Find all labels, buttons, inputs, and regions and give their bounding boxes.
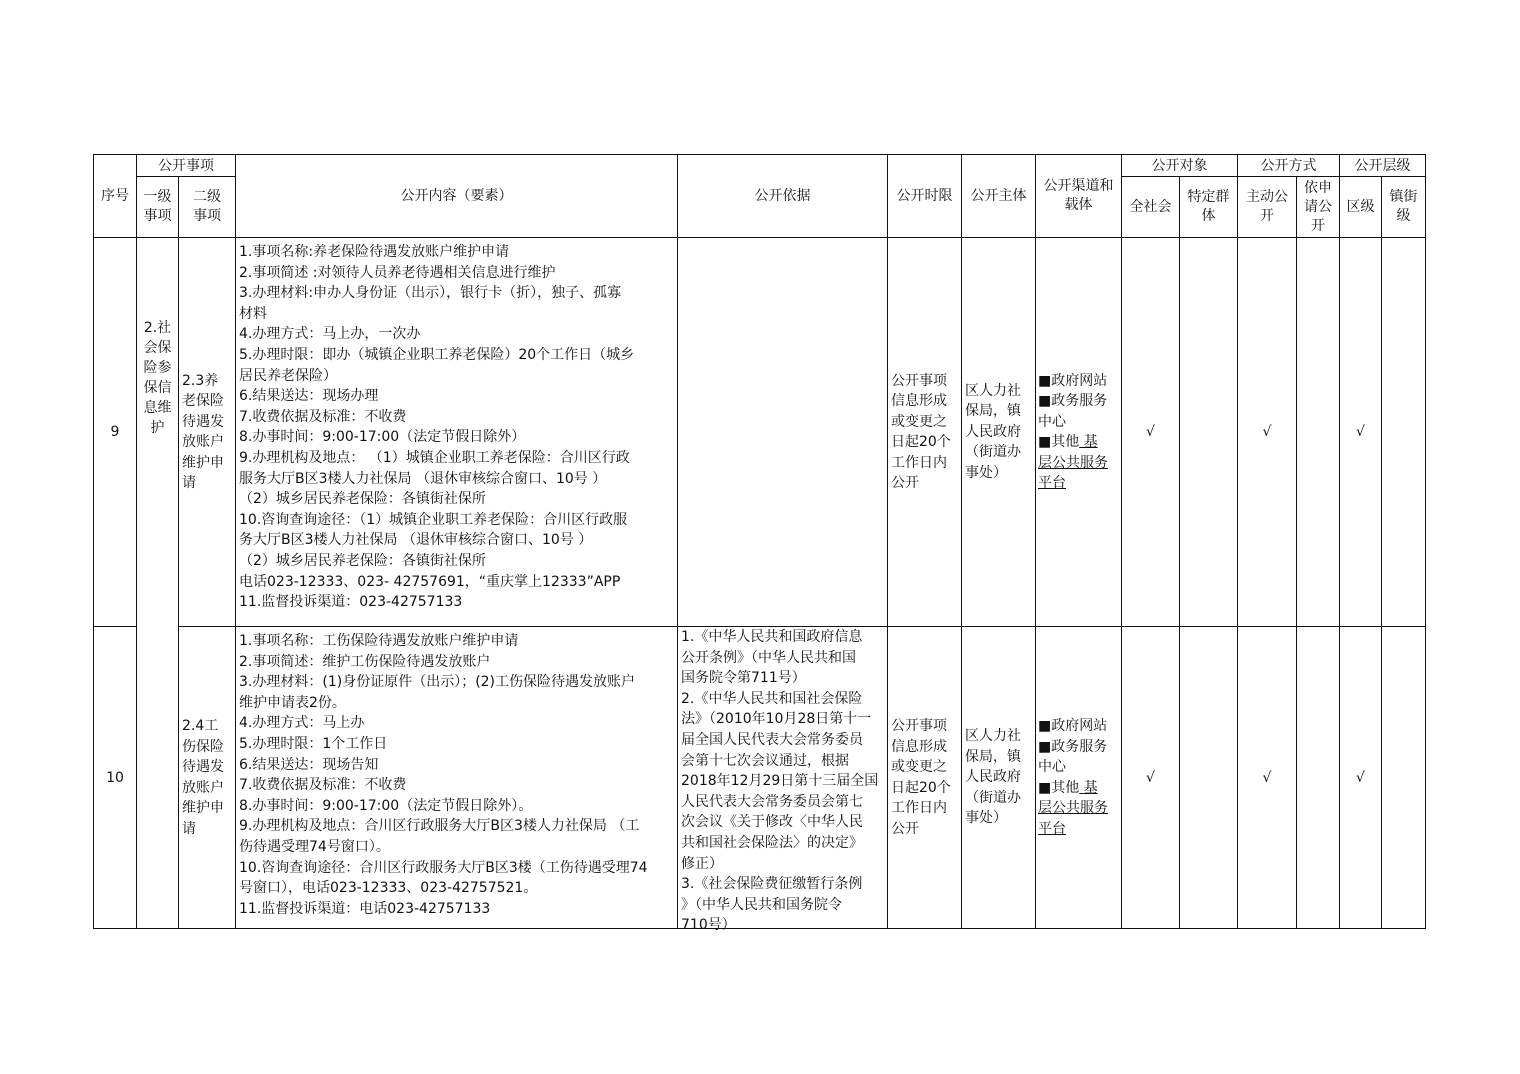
check-mode-active: √	[1238, 238, 1297, 627]
check-mode-active: √	[1238, 627, 1297, 929]
header-level2: 二级事项	[179, 177, 236, 238]
header-public-items: 公开事项	[137, 155, 236, 177]
row-level2: 2.3养老保险待遇发放账户维护申请	[179, 238, 236, 627]
row-content: 1.事项名称：工伤保险待遇发放账户维护申请 2.事项简述：维护工伤保险待遇发放账户 3.办理材料：(1)身份证原件（出示）；(2)工伤保险待遇发放账户 维护申请表2份。 4.办理方式：马上办 5.办理时限：1个工作日 6.结果送达：现场告知 7.收费依据及标准：不收费 8.办事时间：9:00-17:00（法定节假日除外）。 9.办理机构及地点：合川区行政服务大厅B区3楼人力社保局 （工 伤待遇受理74号窗口）。 10.咨询查询途径：合川区行政服务大厅B区3楼（工伤待遇受理74 号窗口），电话023-12333、023-42757521。 11.监督投诉渠道：电话023-42757133	[236, 627, 678, 929]
check-target-all: √	[1122, 238, 1180, 627]
header-basis: 公开依据	[678, 155, 888, 238]
row-subject: 区人力社保局，镇人民政府（街道办事处）	[962, 627, 1036, 929]
row-basis: 1.《中华人民共和国政府信息 公开条例》（中华人民共和国 国务院令第711号） 2.《中华人民共和国社会保险 法》（2010年10月28日第十一 届全国人民代表大会常务委员 会第十七次会议通过，根据 2018年12月29日第十三届全国 人民代表大会常务委员会第七 次会议《关于修改〈中华人民 共和国社会保险法〉的决定》 修正） 3.《社会保险费征缴暂行条例 》（中华人民共和国务院令 710号）	[678, 627, 888, 929]
check-level-district: √	[1340, 238, 1382, 627]
check-mode-apply	[1297, 627, 1340, 929]
header-content: 公开内容（要素）	[236, 155, 678, 238]
check-target-all: √	[1122, 627, 1180, 929]
header-channel: 公开渠道和载体	[1036, 155, 1122, 238]
check-level-town	[1382, 627, 1426, 929]
header-seq: 序号	[94, 155, 137, 238]
row-subject: 区人力社保局，镇人民政府（街道办事处）	[962, 238, 1036, 627]
header-target-all: 全社会	[1122, 177, 1180, 238]
row-level2: 2.4工伤保险待遇发放账户维护申请	[179, 627, 236, 929]
header-deadline: 公开时限	[888, 155, 962, 238]
header-row-top	[94, 155, 1426, 177]
row-channel: ■政府网站 ■政务服务 中心 ■其他 基 层公共服务 平台	[1036, 627, 1122, 929]
header-target: 公开对象	[1122, 155, 1238, 177]
check-target-specific	[1180, 238, 1238, 627]
check-target-specific	[1180, 627, 1238, 929]
header-level-town: 镇街级	[1382, 177, 1426, 238]
table-row	[94, 627, 1426, 929]
disclosure-table	[93, 154, 1426, 934]
check-level-town	[1382, 238, 1426, 627]
header-subject: 公开主体	[962, 155, 1036, 238]
row-seq: 10	[94, 627, 137, 929]
row-content: 1.事项名称:养老保险待遇发放账户维护申请 2.事项简述 :对领待人员养老待遇相关信息进行维护 3.办理材料:申办人身份证（出示），银行卡（折），独子、孤寡 材料 4.办理方式：马上办，一次办 5.办理时限：即办（城镇企业职工养老保险）20个工作日（城乡 居民养老保险） 6.结果送达：现场办理 7.收费依据及标准：不收费 8.办事时间：9:00-17:00（法定节假日除外） 9.办理机构及地点： （1）城镇企业职工养老保险：合川区行政 服务大厅B区3楼人力社保局 （退休审核综合窗口、10号 ） （2）城乡居民养老保险：各镇街社保所 10.咨询查询途径：（1）城镇企业职工养老保险：合川区行政服 务大厅B区3楼人力社保局 （退休审核综合窗口、10号 ） （2）城乡居民养老保险：各镇街社保所 电话023-12333、023- 42757691，“重庆掌上12333”APP 11.监督投诉渠道：023-42757133	[236, 238, 678, 627]
header-level: 公开层级	[1340, 155, 1426, 177]
header-target-specific: 特定群体	[1180, 177, 1238, 238]
check-level-district: √	[1340, 627, 1382, 929]
header-mode: 公开方式	[1238, 155, 1340, 177]
row-channel: ■政府网站 ■政务服务 中心 ■其他 基 层公共服务 平台	[1036, 238, 1122, 627]
row-basis	[678, 238, 888, 627]
table-row	[94, 238, 1426, 627]
row-level1: 2.社会保险参保信息维护	[137, 238, 179, 929]
header-level-district: 区级	[1340, 177, 1382, 238]
row-deadline: 公开事项信息形成或变更之日起20个工作日内公开	[888, 627, 962, 929]
header-level1: 一级事项	[137, 177, 179, 238]
header-mode-apply: 依申请公开	[1297, 177, 1340, 238]
check-mode-apply	[1297, 238, 1340, 627]
row-deadline: 公开事项信息形成或变更之日起20个工作日内公开	[888, 238, 962, 627]
row-seq: 9	[94, 238, 137, 627]
header-mode-active: 主动公开	[1238, 177, 1297, 238]
